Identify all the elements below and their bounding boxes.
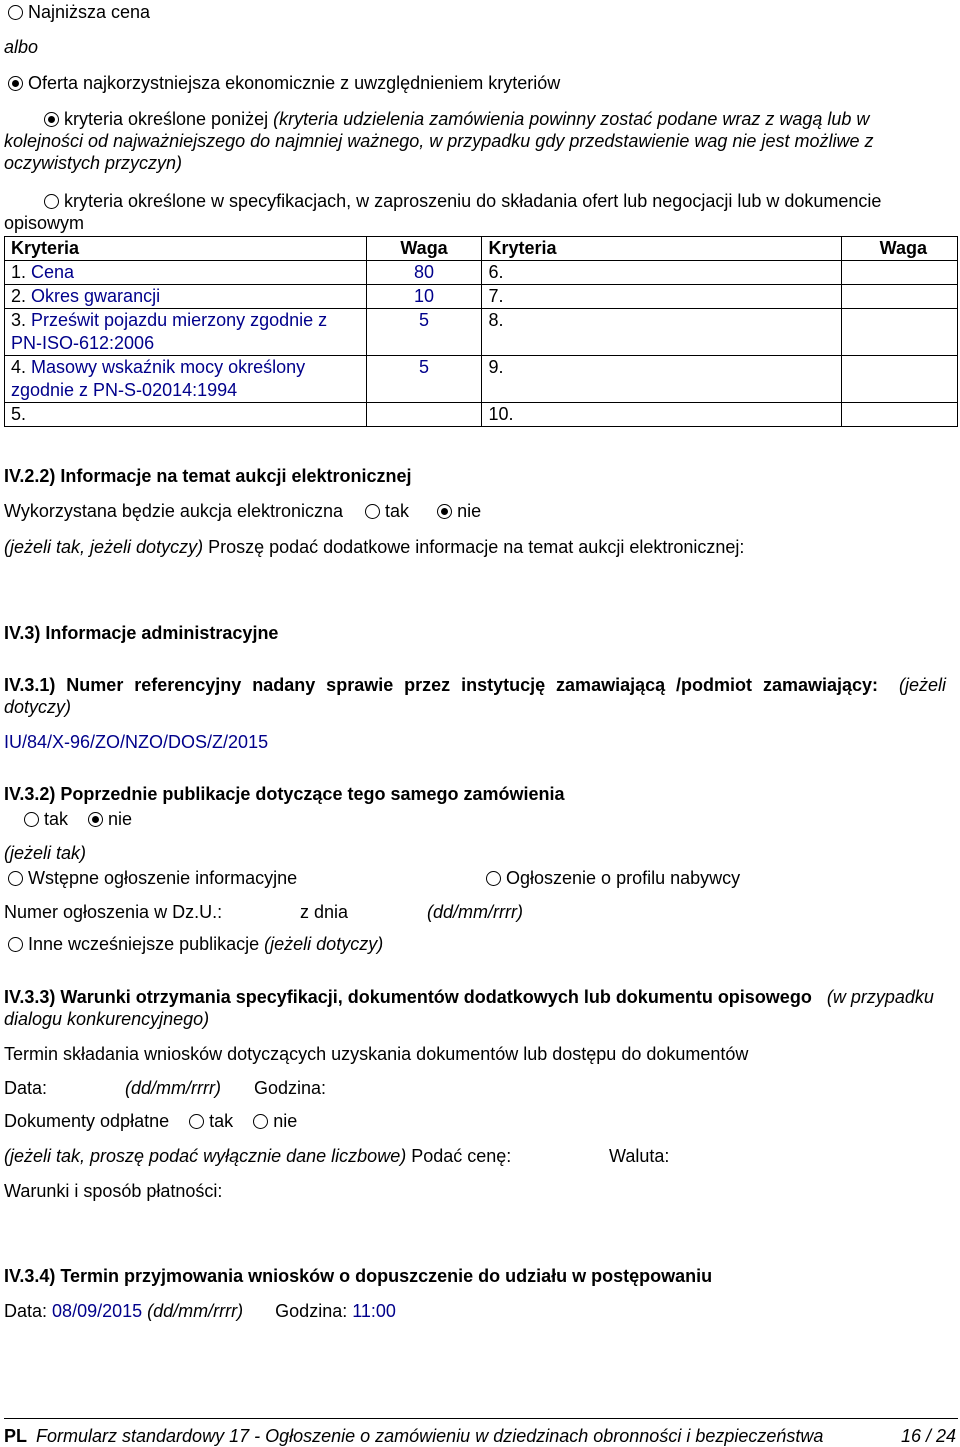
prior-no-option[interactable]: nie <box>88 809 132 829</box>
criterion-cell: 2. Okres gwarancji <box>5 285 367 309</box>
prior-publication-row <box>24 808 132 830</box>
date-format-label: (dd/mm/rrrr) <box>125 1078 221 1098</box>
weight-cell: 80 <box>366 261 482 285</box>
col-criteria-left: Kryteria <box>5 237 367 261</box>
or-label: albo <box>4 37 39 57</box>
date-format-label: (dd/mm/rrrr) <box>427 902 523 922</box>
most-advantageous-option[interactable]: Oferta najkorzystniejsza ekonomicznie z uwzględnieniem kryteriów <box>8 72 560 94</box>
table-row <box>5 261 958 285</box>
of-date-label: z dnia <box>300 902 349 922</box>
radio-unchecked-icon[interactable] <box>486 871 501 886</box>
notice-number-label: Numer ogłoszenia w Dz.U.: <box>4 902 223 922</box>
footer-language: PL <box>4 1426 28 1446</box>
documents-deadline-label: Termin składania wniosków dotyczących uzyskania dokumentów lub dostępu do dokumentów <box>4 1044 749 1064</box>
currency-label: Waluta: <box>609 1146 670 1166</box>
table-row <box>5 356 958 403</box>
footer-form-name: Formularz standardowy 17 - Ogłoszenie o zamówieniu w dziedzinach obronności i bezpieczeństwa <box>36 1426 824 1446</box>
criterion-cell: 4. Masowy wskaźnik mocy określony zgodnie z PN-S-02014:1994 <box>5 356 367 403</box>
weight-cell: 5 <box>366 309 482 356</box>
table-row <box>5 309 958 356</box>
table-header-row <box>5 237 958 261</box>
auction-question-row: Wykorzystana będzie aukcja elektroniczna tak nie <box>4 501 482 521</box>
section-iv31-heading: IV.3.1) Numer referencyjny nadany sprawie przez instytucję zamawiającą /podmiot zamawiający: (jeżeli dotyczy) <box>4 675 946 717</box>
other-publications-option[interactable]: Inne wcześniejsze publikacje (jeżeli dotyczy) <box>8 933 383 955</box>
section-iv34-heading: IV.3.4) Termin przyjmowania wniosków o dopuszczenie do udziału w postępowaniu <box>4 1266 713 1286</box>
lowest-price-option[interactable]: Najniższa cena <box>8 1 150 23</box>
paid-documents-row: Dokumenty odpłatne tak nie <box>4 1111 298 1131</box>
criterion-cell: 9. <box>482 356 842 403</box>
submission-deadline-row: Data: 08/09/2015 (dd/mm/rrrr) Godzina: 11:00 <box>4 1301 396 1321</box>
prior-info-option[interactable]: Wstępne ogłoszenie informacyjne <box>8 867 297 889</box>
radio-checked-icon[interactable] <box>44 112 59 127</box>
payment-terms-label: Warunki i sposób płatności: <box>4 1181 223 1201</box>
criterion-cell: 7. <box>482 285 842 309</box>
radio-checked-icon[interactable] <box>88 812 103 827</box>
auction-note: (jeżeli tak, jeżeli dotyczy) Proszę podać dodatkowe informacje na temat aukcji elektronicznej: <box>4 537 745 557</box>
weight-cell <box>842 285 958 309</box>
weight-cell: 5 <box>366 356 482 403</box>
section-iv3-heading: IV.3) Informacje administracyjne <box>4 623 279 643</box>
auction-yes-option[interactable]: tak <box>365 501 409 521</box>
criterion-cell: 3. Prześwit pojazdu mierzony zgodnie z PN-ISO-612:2006 <box>5 309 367 356</box>
section-iv32-heading: IV.3.2) Poprzednie publikacje dotyczące tego samego zamówienia <box>4 784 565 804</box>
criterion-cell: 6. <box>482 261 842 285</box>
table-row <box>5 285 958 309</box>
table-row <box>5 403 958 427</box>
radio-unchecked-icon[interactable] <box>8 871 23 886</box>
radio-unchecked-icon[interactable] <box>8 5 23 20</box>
criteria-in-docs-option[interactable]: kryteria określone w specyfikacjach, w zaproszeniu do składania ofert lub negocjacji lub w dokumencie opisowym <box>4 191 882 233</box>
if-yes-label: (jeżeli tak) <box>4 843 87 863</box>
weight-cell <box>842 309 958 356</box>
time-label: Godzina: <box>254 1078 327 1098</box>
footer-divider <box>4 1418 958 1419</box>
radio-checked-icon[interactable] <box>437 504 452 519</box>
weight-cell: 10 <box>366 285 482 309</box>
paid-no-option[interactable]: nie <box>253 1111 297 1131</box>
weight-cell <box>842 261 958 285</box>
buyer-profile-option[interactable]: Ogłoszenie o profilu nabywcy <box>486 867 740 889</box>
weight-cell <box>842 403 958 427</box>
radio-checked-icon[interactable] <box>8 76 23 91</box>
col-criteria-right: Kryteria <box>482 237 842 261</box>
section-iv33-heading: IV.3.3) Warunki otrzymania specyfikacji, dokumentów dodatkowych lub dokumentu opisowego (w przypadku dialogu konkurencyjnego) <box>4 987 934 1029</box>
criteria-table <box>4 236 958 427</box>
paid-yes-option[interactable]: tak <box>189 1111 233 1131</box>
radio-unchecked-icon[interactable] <box>189 1114 204 1129</box>
col-weight-right: Waga <box>842 237 958 261</box>
col-weight-left: Waga <box>366 237 482 261</box>
criterion-cell: 5. <box>5 403 367 427</box>
radio-unchecked-icon[interactable] <box>44 194 59 209</box>
reference-number: IU/84/X-96/ZO/NZO/DOS/Z/2015 <box>4 732 269 752</box>
prior-yes-option[interactable]: tak <box>24 809 68 829</box>
price-row: (jeżeli tak, proszę podać wyłącznie dane liczbowe) Podać cenę: <box>4 1146 512 1166</box>
section-iv22-heading: IV.2.2) Informacje na temat aukcji elektronicznej <box>4 466 412 486</box>
deadline-time: 11:00 <box>352 1301 396 1321</box>
radio-unchecked-icon[interactable] <box>253 1114 268 1129</box>
criterion-cell: 1. Cena <box>5 261 367 285</box>
footer-page-number: 16 / 24 <box>900 1426 956 1446</box>
criterion-cell: 8. <box>482 309 842 356</box>
weight-cell <box>366 403 482 427</box>
date-label: Data: <box>4 1078 48 1098</box>
criteria-below-option[interactable]: kryteria określone poniżej (kryteria udzielenia zamówienia powinny zostać podane wraz z wagą lub w kolejności od najważniejszego do najmniej ważnego, w przypadku gdy przedstawienie wag nie jest możliwe z oczywistych przyczyn) <box>4 109 874 173</box>
deadline-date: 08/09/2015 <box>52 1301 143 1321</box>
criterion-cell: 10. <box>482 403 842 427</box>
radio-unchecked-icon[interactable] <box>24 812 39 827</box>
weight-cell <box>842 356 958 403</box>
radio-unchecked-icon[interactable] <box>365 504 380 519</box>
radio-unchecked-icon[interactable] <box>8 937 23 952</box>
auction-no-option[interactable]: nie <box>437 501 481 521</box>
